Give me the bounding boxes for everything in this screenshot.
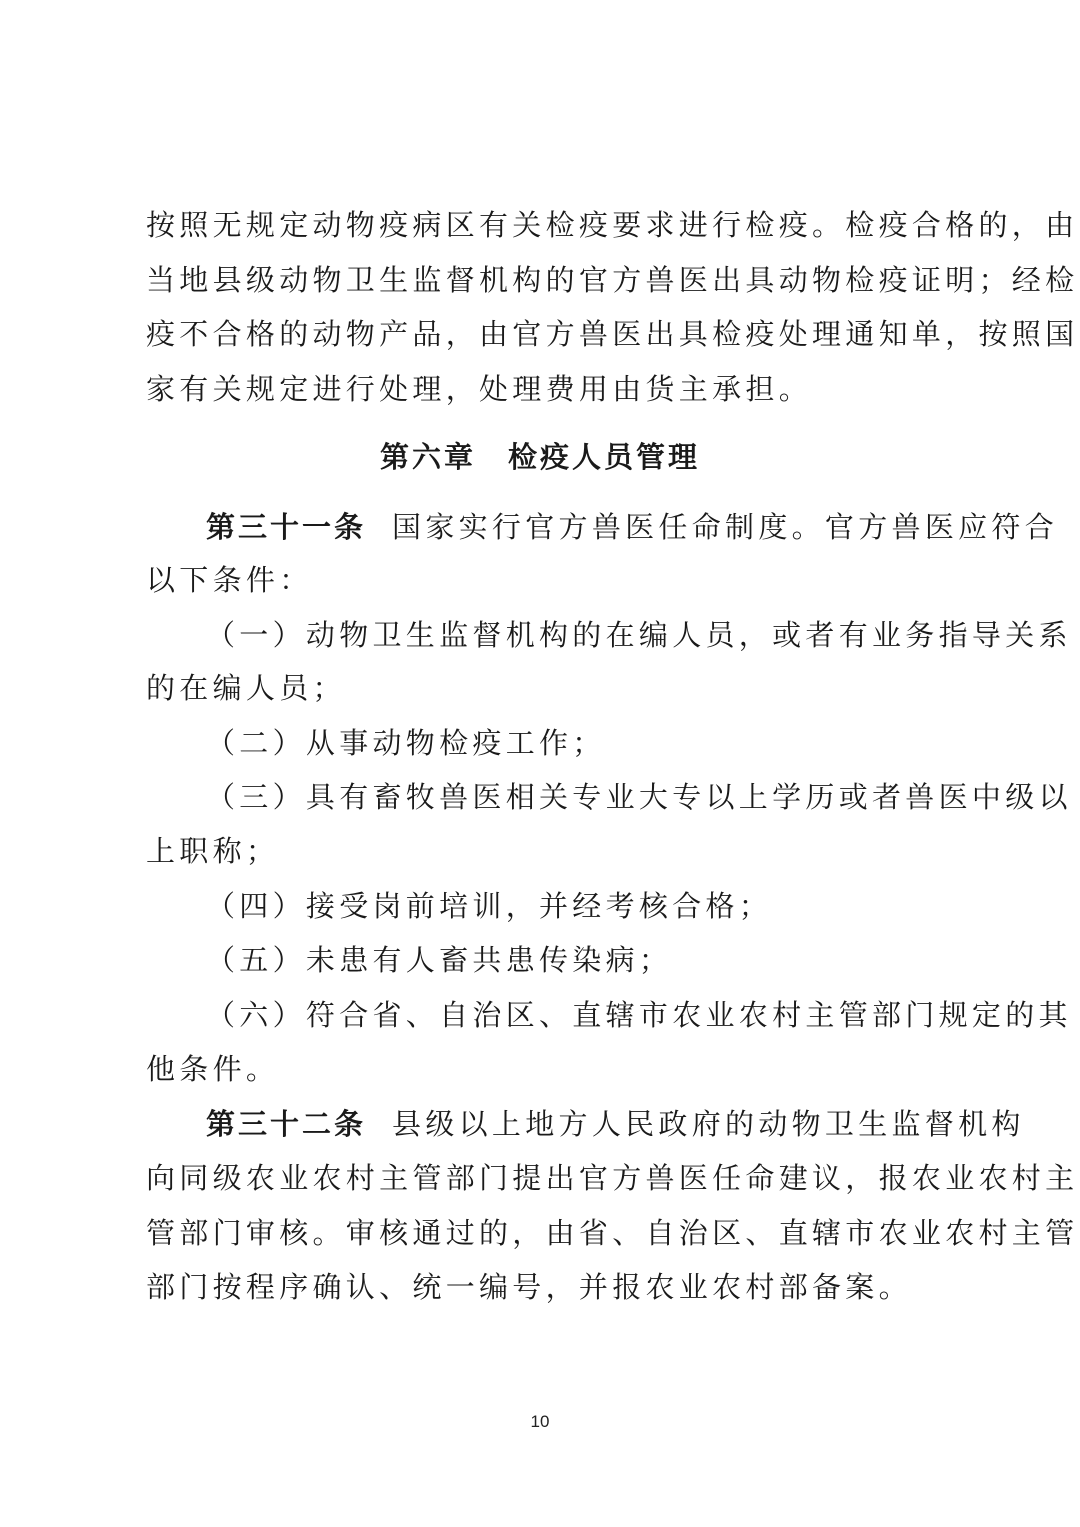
article-32-text: 县级以上地方人民政府的动物卫生监督机构 — [392, 1107, 1025, 1141]
article-32-first-line — [206, 1104, 1025, 1144]
article-32-label: 第三十二条 — [206, 1107, 367, 1141]
list-item-3: （三）具有畜牧兽医相关专业大专以上学历或者兽医中级以 — [206, 780, 1072, 814]
list-item-4: （四）接受岗前培训，并经考核合格； — [206, 889, 773, 923]
list-item-1: （一）动物卫生监督机构的在编人员，或者有业务指导关系 — [206, 618, 1072, 652]
article-31-label: 第三十一条 — [206, 510, 367, 544]
article-32-line: 部门按程序确认、统一编号，并报农业农村部备案。 — [146, 1270, 912, 1304]
article-31-text: 国家实行官方兽医任命制度。官方兽医应符合 — [392, 510, 1059, 544]
list-item-1-cont: 的在编人员； — [146, 671, 346, 705]
list-item-6: （六）符合省、自治区、直辖市农业农村主管部门规定的其 — [206, 998, 1072, 1032]
list-item-2: （二）从事动物检疫工作； — [206, 726, 606, 760]
list-item-3-cont: 上职称； — [146, 834, 280, 868]
paragraph-line: 按照无规定动物疫病区有关检疫要求进行检疫。检疫合格的，由 — [146, 208, 1079, 242]
chapter-heading: 第六章 检疫人员管理 — [379, 440, 700, 474]
article-31-line: 以下条件： — [146, 563, 313, 597]
list-item-6-cont: 他条件。 — [146, 1052, 280, 1086]
article-32-line: 管部门审核。审核通过的，由省、自治区、直辖市农业农村主管 — [146, 1216, 1079, 1250]
list-item-5: （五）未患有人畜共患传染病； — [206, 943, 673, 977]
paragraph-line: 疫不合格的动物产品，由官方兽医出具检疫处理通知单，按照国 — [146, 317, 1079, 351]
paragraph-line: 家有关规定进行处理，处理费用由货主承担。 — [146, 372, 813, 406]
paragraph-line: 当地县级动物卫生监督机构的官方兽医出具动物检疫证明；经检 — [146, 263, 1079, 297]
article-31-first-line — [206, 507, 1059, 547]
page-number: 10 — [530, 1412, 550, 1431]
article-32-line: 向同级农业农村主管部门提出官方兽医任命建议，报农业农村主 — [146, 1161, 1079, 1195]
